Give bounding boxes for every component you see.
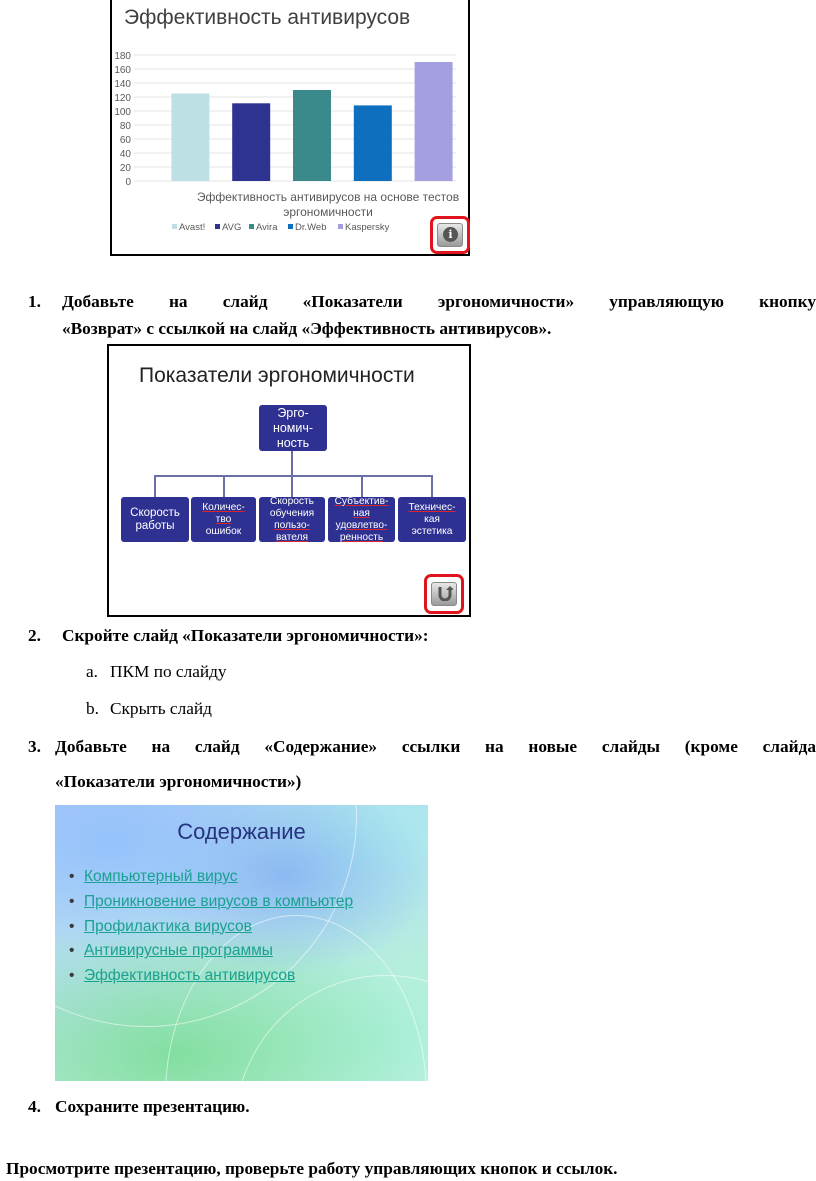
y-tick-label: 20	[119, 163, 131, 174]
legend-label: Avira	[256, 222, 278, 233]
org-connector-root	[291, 449, 293, 475]
task-1-line-1: Добавьте на слайд «Показатели эргономичности» управляющую кнопку	[62, 292, 816, 311]
bullet: •	[69, 917, 75, 935]
y-tick-label: 60	[119, 135, 131, 146]
org-node-speed	[121, 497, 189, 542]
task-4-text: Сохраните презентацию.	[55, 1097, 250, 1116]
y-tick-label: 0	[125, 177, 131, 188]
legend-swatch	[288, 224, 293, 229]
org-node-line: Количес-	[202, 501, 245, 513]
toc-item	[69, 865, 353, 890]
bar-chart	[112, 0, 468, 256]
bullet: •	[69, 868, 75, 885]
org-node-line: пользо-	[274, 519, 310, 531]
chart-title: Эффективность антивирусов	[124, 6, 411, 29]
org-connector-4	[361, 475, 363, 497]
bar-avast	[171, 94, 209, 182]
org-node-line: Техничес-	[408, 501, 456, 513]
y-tick-label: 160	[114, 65, 131, 76]
org-root-line: ность	[276, 435, 310, 450]
org-node-line: обучения	[269, 507, 315, 519]
task-1-line-2: «Возврат» с ссылкой на слайд «Эффективность антивирусов».	[62, 319, 552, 338]
org-connector-1	[154, 475, 156, 497]
org-connector-3	[291, 475, 293, 497]
org-slide-title: Показатели эргономичности	[139, 364, 415, 387]
task-4-number: 4.	[28, 1097, 41, 1116]
y-tick-label: 180	[114, 51, 131, 62]
slide-chart-antivirus-efficiency	[110, 0, 470, 256]
toc-link-antivirus-programs[interactable]: Антивирусные программы	[84, 942, 273, 960]
task-2-text: Скройте слайд «Показатели эргономичности»:	[62, 626, 429, 645]
bar-kaspersky	[415, 62, 453, 181]
chart-axis-label-line-2: эргономичности	[283, 205, 373, 219]
bar-avg	[232, 103, 270, 181]
y-tick-label: 40	[119, 149, 131, 160]
org-node-line: ренность	[339, 531, 384, 543]
org-node-line: Субъектив-	[334, 495, 389, 507]
legend-swatch	[172, 224, 177, 229]
toc-link-antivirus-efficiency[interactable]: Эффективность антивирусов	[84, 967, 296, 985]
org-node-satisfaction	[328, 497, 395, 542]
bullet: •	[69, 892, 75, 910]
info-action-button[interactable]	[430, 216, 470, 254]
legend-swatch	[215, 224, 220, 229]
y-tick-label: 100	[114, 107, 131, 118]
legend-swatch	[338, 224, 343, 229]
legend-label: Kaspersky	[345, 222, 390, 233]
slide-contents	[55, 805, 428, 1081]
org-node-line: Скорость	[130, 506, 180, 519]
toc-item	[69, 964, 353, 989]
task-2b-letter: b.	[86, 699, 99, 718]
toc-link-virus-prevention[interactable]: Профилактика вирусов	[84, 917, 252, 935]
org-node-aesthetics	[398, 497, 466, 542]
toc-item	[69, 890, 353, 915]
task-2b-text: Скрыть слайд	[110, 699, 212, 718]
org-connector-2	[223, 475, 225, 497]
info-button-face[interactable]	[437, 223, 463, 247]
org-node-line: кая	[424, 513, 440, 525]
task-2a-text: ПКМ по слайду	[110, 662, 227, 681]
org-node-line: ная	[353, 507, 370, 519]
org-node-errors	[191, 497, 256, 542]
org-node-line: удовлетво-	[335, 519, 388, 531]
bullet: •	[69, 942, 75, 960]
task-2-number: 2.	[28, 626, 41, 645]
org-root-node	[259, 405, 327, 451]
chart-axis-label-line-1: Эффективность антивирусов на основе тестов	[196, 190, 460, 204]
return-action-button[interactable]	[424, 574, 464, 614]
legend-swatch	[249, 224, 254, 229]
bullet: •	[69, 967, 75, 985]
y-tick-label: 80	[119, 121, 131, 132]
org-node-line: тво	[215, 513, 232, 525]
org-root-line: Эрго-	[277, 405, 309, 420]
legend-label: Avast!	[179, 222, 206, 233]
info-icon: i	[443, 227, 458, 242]
return-button-face[interactable]	[431, 582, 457, 606]
org-node-line: ошибок	[205, 525, 242, 537]
bar-drweb	[354, 105, 392, 181]
legend-label: AVG	[222, 222, 242, 233]
legend-label: Dr.Web	[295, 222, 327, 233]
org-root-line: номич-	[272, 420, 314, 435]
toc-item	[69, 939, 353, 964]
org-node-line: работы	[135, 519, 175, 532]
task-3-line-2: «Показатели эргономичности»)	[55, 772, 302, 791]
org-connector-5	[431, 475, 433, 497]
return-icon	[437, 585, 453, 601]
toc-title: Содержание	[177, 819, 306, 844]
y-tick-label: 140	[114, 79, 131, 90]
y-tick-label: 120	[114, 93, 131, 104]
org-node-line: вателя	[275, 531, 309, 543]
toc-link-virus-penetration[interactable]: Проникновение вирусов в компьютер	[84, 892, 354, 910]
task-2a-letter: a.	[86, 662, 98, 681]
task-1-number: 1.	[28, 292, 41, 311]
toc-item	[69, 915, 353, 940]
final-instruction: Просмотрите презентацию, проверьте работу управляющих кнопок и ссылок.	[6, 1159, 618, 1178]
bar-avira	[293, 90, 331, 181]
task-3-number: 3.	[28, 737, 41, 756]
org-node-line: Скорость	[270, 495, 314, 507]
org-node-line: эстетика	[411, 525, 453, 537]
slide-ergonomics-indicators	[107, 344, 471, 617]
toc-link-computer-virus[interactable]: Компьютерный вирус	[84, 868, 238, 885]
org-node-learning	[259, 497, 325, 542]
task-3-line-1: Добавьте на слайд «Содержание» ссылки на новые слайды (кроме слайда	[55, 737, 816, 756]
toc-list	[69, 865, 353, 989]
